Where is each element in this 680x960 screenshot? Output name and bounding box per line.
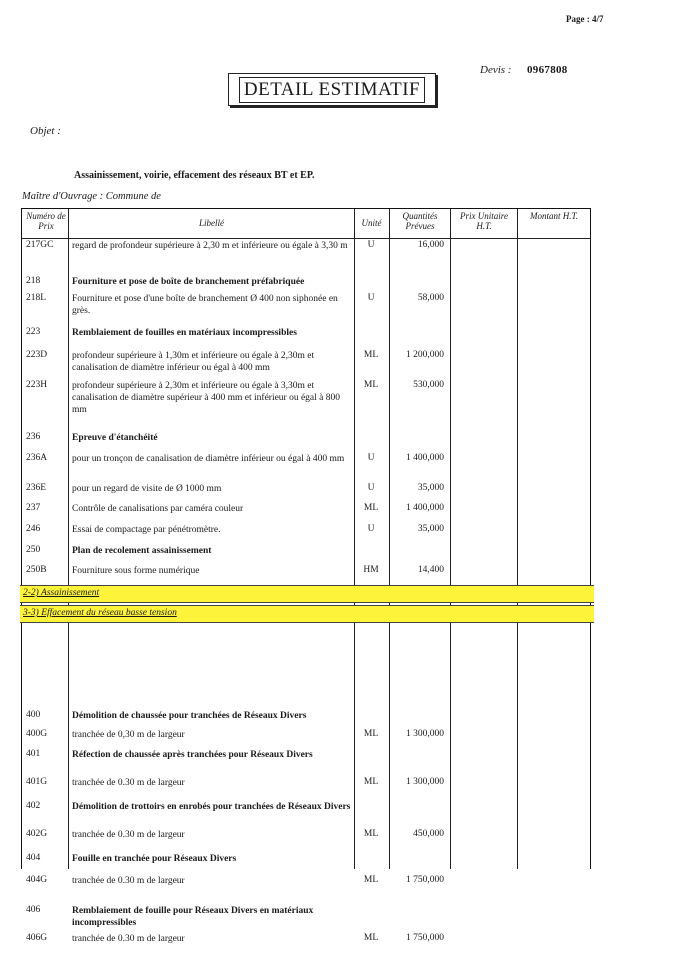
row-unite: ML	[363, 350, 379, 360]
row-libelle: Fourniture et pose de boîte de branchement préfabriquée	[72, 277, 305, 287]
row-code: 400G	[26, 729, 48, 739]
row-libelle: Remblaiement de fouille pour Réseaux Divers en matériaux incompressibles	[72, 906, 314, 928]
row-unite: ML	[363, 380, 379, 390]
header-code: Numéro de Prix	[26, 211, 66, 231]
section-label: 2-2) Assainissement	[23, 588, 100, 598]
row-code: 237	[26, 503, 41, 513]
row-libelle: tranchée de 0.30 m de largeur	[72, 778, 185, 788]
row-libelle: profondeur supérieure à 1,30m et inférieure ou égale à 2,30m et canalisation de diamètre inférieur ou égal à 400 mm	[72, 351, 315, 373]
row-code: 402	[26, 801, 41, 811]
row-unite: ML	[363, 729, 379, 739]
section-label: 3-3) Effacement du réseau basse tension	[23, 608, 177, 618]
section-band	[20, 585, 594, 603]
row-code: 401G	[26, 777, 48, 787]
column-divider	[68, 209, 69, 869]
row-quantite: 1 300,000	[406, 777, 444, 787]
row-unite: U	[367, 240, 375, 250]
row-libelle: tranchée de 0.30 m de largeur	[72, 876, 185, 886]
page-number: Page : 4/7	[566, 14, 604, 24]
header-prix: Prix Unitaire H.T.	[460, 211, 508, 231]
page-title: DETAIL ESTIMATIF	[239, 77, 425, 103]
row-quantite: 450,000	[413, 829, 444, 839]
row-code: 250	[26, 545, 41, 555]
column-divider	[389, 209, 390, 869]
row-libelle: Contrôle de canalisations par caméra couleur	[72, 504, 244, 514]
header-unite: Unité	[361, 218, 382, 228]
row-code: 250B	[26, 565, 47, 575]
row-code: 218	[26, 276, 41, 286]
row-code: 406	[26, 905, 41, 915]
row-unite: U	[367, 483, 375, 493]
column-divider	[354, 209, 355, 869]
row-code: 404	[26, 853, 41, 863]
header-divider	[22, 238, 590, 239]
row-code: 406G	[26, 933, 48, 943]
row-quantite: 1 750,000	[406, 875, 444, 885]
row-quantite: 35,000	[417, 483, 444, 493]
row-libelle: pour un regard de visite de Ø 1000 mm	[72, 484, 222, 494]
row-code: 236A	[26, 453, 48, 463]
row-unite: ML	[363, 503, 379, 513]
row-unite: ML	[363, 875, 379, 885]
row-libelle: Réfection de chaussée après tranchées pour Réseaux Divers	[72, 750, 313, 760]
row-unite: ML	[363, 777, 379, 787]
estimate-table	[21, 208, 591, 944]
row-code: 400	[26, 710, 41, 720]
row-code: 218L	[26, 293, 47, 303]
row-code: 223H	[26, 380, 48, 390]
row-code: 404G	[26, 875, 48, 885]
row-libelle: Fouille en tranchée pour Réseaux Divers	[72, 854, 237, 864]
title-box	[228, 73, 436, 106]
objet-text: Assainissement, voirie, effacement des réseaux BT et EP.	[74, 170, 315, 181]
row-libelle: Essai de compactage par pénétromètre.	[72, 525, 221, 535]
objet-label: Objet :	[30, 125, 61, 137]
row-libelle: tranchée de 0.30 m de largeur	[72, 934, 185, 944]
row-code: 223	[26, 327, 41, 337]
row-quantite: 1 400,000	[406, 453, 444, 463]
row-libelle: Démolition de chaussée pour tranchées de Réseaux Divers	[72, 711, 307, 721]
row-code: 401	[26, 749, 41, 759]
row-quantite: 1 400,000	[406, 503, 444, 513]
header-quantite: Quantités Prévues	[402, 211, 438, 231]
row-unite: U	[367, 524, 375, 534]
row-quantite: 1 750,000	[406, 933, 444, 943]
row-libelle: Fourniture et pose d'une boîte de branchement Ø 400 non siphonée en grès.	[72, 294, 338, 316]
header-montant: Montant H.T.	[529, 211, 579, 221]
row-quantite: 35,000	[417, 524, 444, 534]
section-band	[20, 605, 594, 623]
row-unite: ML	[363, 829, 379, 839]
row-code: 236E	[26, 483, 47, 493]
row-unite: U	[367, 453, 375, 463]
row-libelle: regard de profondeur supérieure à 2,30 m et inférieure ou égale à 3,30 m	[72, 241, 348, 251]
row-libelle: profondeur supérieure à 2,30m et inférieure ou égale à 3,30m et canalisation de diamètre supérieur à 400 mm et inférieur ou égal à 800 mm	[72, 381, 341, 415]
row-quantite: 1 200,000	[406, 350, 444, 360]
row-quantite: 14,400	[417, 565, 444, 575]
row-code: 236	[26, 432, 41, 442]
row-quantite: 16,000	[417, 240, 444, 250]
row-libelle: pour un tronçon de canalisation de diamètre inférieur ou égal à 400 mm	[72, 454, 345, 464]
row-quantite: 530,000	[413, 380, 444, 390]
row-code: 217GC	[26, 240, 54, 250]
devis-label: Devis :	[480, 64, 512, 76]
row-code: 402G	[26, 829, 48, 839]
row-unite: HM	[363, 565, 379, 575]
column-divider	[450, 209, 451, 869]
row-libelle: Démolition de trottoirs en enrobés pour tranchées de Réseaux Divers	[72, 802, 351, 812]
row-libelle: tranchée de 0.30 m de largeur	[72, 830, 185, 840]
row-unite: ML	[363, 933, 379, 943]
row-libelle: Plan de recolement assainissement	[72, 546, 212, 556]
row-unite: U	[367, 293, 375, 303]
row-quantite: 1 300,000	[406, 729, 444, 739]
row-libelle: Remblaiement de fouilles en matériaux incompressibles	[72, 328, 297, 338]
row-libelle: Epreuve d'étanchéité	[72, 433, 158, 443]
maitre-ouvrage-label: Maître d'Ouvrage : Commune de	[22, 191, 161, 202]
row-libelle: tranchée de 0,30 m de largeur	[72, 730, 185, 740]
row-code: 223D	[26, 350, 48, 360]
header-libelle: Libellé	[199, 218, 224, 228]
column-divider	[517, 209, 518, 869]
devis-number: 0967808	[527, 64, 568, 76]
row-code: 246	[26, 524, 41, 534]
row-libelle: Fourniture sous forme numérique	[72, 566, 200, 576]
row-quantite: 58,000	[417, 293, 444, 303]
